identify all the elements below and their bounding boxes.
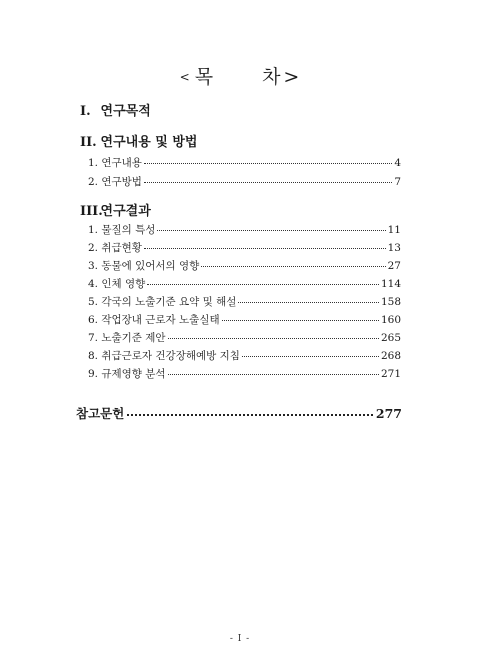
toc-entry-references[interactable] <box>76 404 402 420</box>
toc-entry-page: 27 <box>387 260 401 272</box>
toc-entry-page: 13 <box>387 242 401 254</box>
toc-entry[interactable] <box>88 174 401 188</box>
toc-title <box>0 62 480 89</box>
toc-entry-page: 268 <box>380 350 401 362</box>
title-word-mok: 목 <box>194 66 215 88</box>
dot-leader <box>144 176 392 183</box>
toc-entry-label: 6. 작업장내 근로자 노출실태 <box>88 314 220 326</box>
dot-leader <box>238 296 379 303</box>
toc-entry[interactable] <box>88 294 401 308</box>
toc-entry-label: 8. 취급근로자 건강장해예방 지침 <box>88 350 240 362</box>
section-number: II. <box>80 135 97 150</box>
toc-entry-page: 7 <box>394 176 401 188</box>
dot-leader <box>242 350 379 357</box>
section-number: III. <box>80 204 103 219</box>
toc-entry[interactable] <box>88 276 401 290</box>
references-page: 277 <box>375 406 402 421</box>
references-label: 참고문헌 <box>76 406 125 421</box>
title-close-bracket: > <box>283 66 301 88</box>
section-title: 연구목적 <box>100 104 151 119</box>
toc-entry[interactable] <box>88 312 401 326</box>
toc-entry-page: 158 <box>380 296 401 308</box>
section-title: 연구결과 <box>100 204 151 219</box>
toc-entry-label: 3. 동물에 있어서의 영향 <box>88 260 200 272</box>
dot-leader <box>127 407 373 416</box>
dot-leader <box>144 157 392 164</box>
toc-entry-label: 1. 물질의 특성 <box>88 224 156 236</box>
toc-entry-page: 114 <box>380 278 401 290</box>
toc-entry-label: 9. 규제영향 분석 <box>88 368 166 380</box>
dot-leader <box>168 332 379 339</box>
toc-entry-label: 1. 연구내용 <box>88 157 142 169</box>
toc-entry[interactable] <box>88 240 401 254</box>
dot-leader <box>144 242 386 249</box>
toc-entry-page: 160 <box>380 314 401 326</box>
toc-entry[interactable] <box>88 155 401 169</box>
dot-leader <box>157 224 385 231</box>
dot-leader <box>168 368 379 375</box>
toc-entry-label: 4. 인체 영향 <box>88 278 146 290</box>
toc-entry[interactable] <box>88 366 401 380</box>
toc-entry-label: 7. 노출기준 제안 <box>88 332 166 344</box>
toc-entry-page: 11 <box>387 224 401 236</box>
title-word-cha: 차 <box>262 66 282 88</box>
toc-entry-label: 5. 각국의 노출기준 요약 및 해설 <box>88 296 237 308</box>
toc-entry[interactable] <box>88 330 401 344</box>
dot-leader <box>222 314 379 321</box>
toc-entry-page: 271 <box>380 368 401 380</box>
section-heading-methods[interactable] <box>80 131 198 150</box>
toc-entry[interactable] <box>88 222 401 236</box>
section-heading-results[interactable] <box>80 200 151 219</box>
toc-entry-page: 265 <box>380 332 401 344</box>
toc-entry-label: 2. 취급현황 <box>88 242 142 254</box>
page-number-footer: - I - <box>229 634 251 644</box>
section-title: 연구내용 및 방법 <box>100 135 198 150</box>
dot-leader <box>201 260 385 267</box>
title-open-bracket: < <box>179 70 191 84</box>
toc-entry-page: 4 <box>394 157 401 169</box>
toc-entry[interactable] <box>88 348 401 362</box>
dot-leader <box>147 278 379 285</box>
section-number: I. <box>80 104 91 119</box>
toc-entry[interactable] <box>88 258 401 272</box>
toc-entry-label: 2. 연구방법 <box>88 176 142 188</box>
section-heading-purpose[interactable] <box>80 100 151 119</box>
